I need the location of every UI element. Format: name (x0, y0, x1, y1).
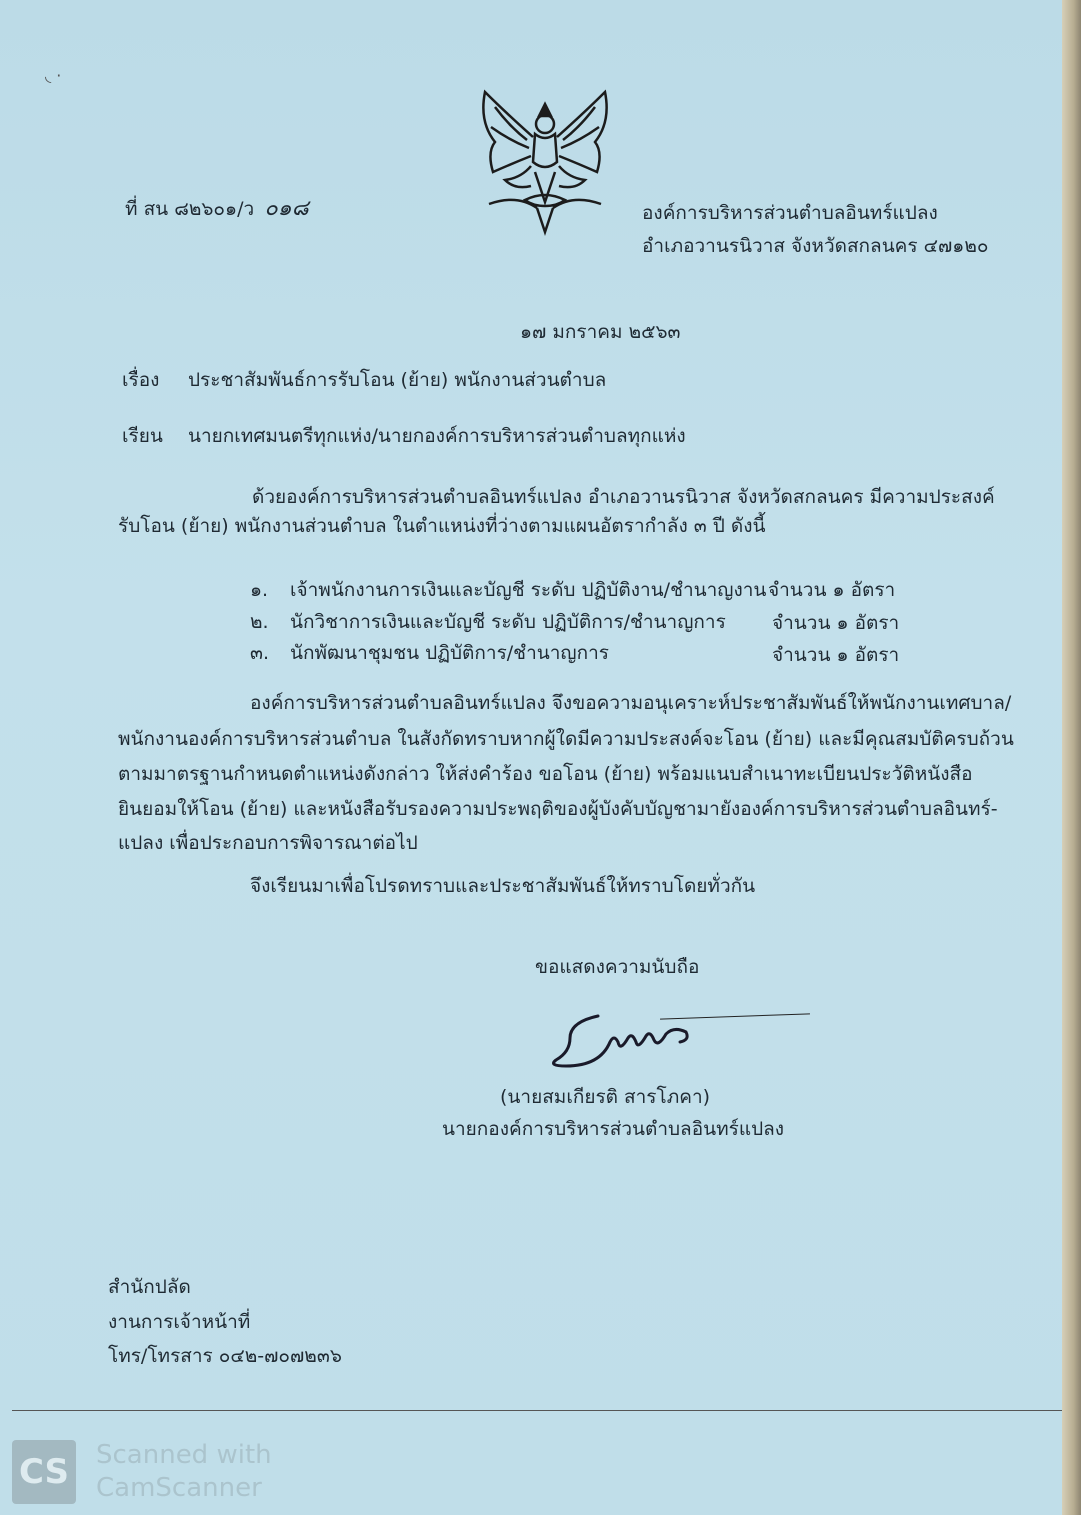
paragraph-2-line-1: องค์การบริหารส่วนตำบลอินทร์แปลง จึงขอความอนุเคราะห์ประชาสัมพันธ์ให้พนักงานเทศบาล/ (250, 692, 1012, 714)
camscanner-logo-icon: CS (12, 1440, 76, 1504)
position-title: เจ้าพนักงานการเงินและบัญชี ระดับ ปฏิบัติงาน/ชำนาญงาน (290, 579, 767, 601)
paragraph-2-line-2: พนักงานองค์การบริหารส่วนตำบล ในสังกัดทราบหากผู้ใดมีความประสงค์จะโอน (ย้าย) และมีคุณสมบัติครบถ้วน (118, 728, 1014, 750)
position-number: ๓. (250, 642, 270, 664)
paragraph-1-line-1: ด้วยองค์การบริหารส่วนตำบลอินทร์แปลง อำเภอวานรนิวาส จังหวัดสกลนคร มีความประสงค์ (252, 486, 995, 508)
paragraph-2-line-5: แปลง เพื่อประกอบการพิจารณาต่อไป (118, 832, 418, 854)
page-edge-shadow (1062, 0, 1081, 1515)
position-count: จำนวน ๑ อัตรา (768, 579, 896, 601)
position-item (250, 607, 726, 637)
position-number: ๑. (250, 579, 269, 601)
org-address: อำเภอวานรนิวาส จังหวัดสกลนคร ๔๗๑๒๐ (642, 235, 989, 257)
reference-prefix: ที่ สน ๘๒๖๐๑/ว (125, 198, 255, 220)
section-name: งานการเจ้าหน้าที่ (108, 1311, 251, 1333)
reference-handwritten-number: ๐๑๘ (264, 196, 309, 221)
closing-paragraph: จึงเรียนมาเพื่อโปรดทราบและประชาสัมพันธ์ให้ทราบโดยทั่วกัน (250, 875, 756, 897)
paragraph-2-line-4: ยินยอมให้โอน (ย้าย) และหนังสือรับรองความประพฤติของผู้บังคับบัญชามายังองค์การบริหารส่วนตำบลอินทร์- (118, 798, 998, 820)
scan-mark: ◟ · (45, 66, 62, 85)
phone-fax: โทร/โทรสาร ๐๔๒-๗๐๗๒๓๖ (108, 1345, 342, 1367)
position-count: จำนวน ๑ อัตรา (772, 612, 900, 634)
paragraph-1-line-2: รับโอน (ย้าย) พนักงานส่วนตำบล ในตำแหน่งที่ว่างตามแผนอัตรากำลัง ๓ ปี ดังนี้ (118, 515, 766, 537)
signer-title: นายกองค์การบริหารส่วนตำบลอินทร์แปลง (442, 1118, 785, 1140)
reference-number (125, 190, 309, 225)
paragraph-2-line-3: ตามมาตรฐานกำหนดตำแหน่งดังกล่าว ให้ส่งคำร้อง ขอโอน (ย้าย) พร้อมแนบสำเนาทะเบียนประวัติหนังสือ (118, 763, 973, 785)
office-name: สำนักปลัด (108, 1276, 191, 1298)
position-title: นักวิชาการเงินและบัญชี ระดับ ปฏิบัติการ/ชำนาญการ (290, 611, 726, 633)
handwritten-signature (540, 1008, 720, 1078)
bottom-rule (12, 1410, 1067, 1411)
position-number: ๒. (250, 611, 269, 633)
recipient-text: นายกเทศมนตรีทุกแห่ง/นายกองค์การบริหารส่วนตำบลทุกแห่ง (188, 425, 686, 447)
document-date: ๑๗ มกราคม ๒๕๖๓ (520, 321, 681, 343)
watermark-line-2: CamScanner (96, 1473, 262, 1503)
position-count: จำนวน ๑ อัตรา (772, 644, 900, 666)
recipient-label: เรียน (122, 425, 163, 447)
signer-name: (นายสมเกียรติ สารโภคา) (500, 1086, 711, 1108)
garuda-emblem-icon (465, 82, 625, 242)
watermark-line-1: Scanned with (96, 1440, 272, 1470)
subject-label: เรื่อง (122, 369, 160, 391)
position-item (250, 575, 766, 605)
regards-text: ขอแสดงความนับถือ (535, 956, 700, 978)
org-name: องค์การบริหารส่วนตำบลอินทร์แปลง (642, 202, 938, 224)
position-item (250, 638, 609, 668)
subject-text: ประชาสัมพันธ์การรับโอน (ย้าย) พนักงานส่วนตำบล (188, 369, 607, 391)
position-title: นักพัฒนาชุมชน ปฏิบัติการ/ชำนาญการ (290, 642, 609, 664)
